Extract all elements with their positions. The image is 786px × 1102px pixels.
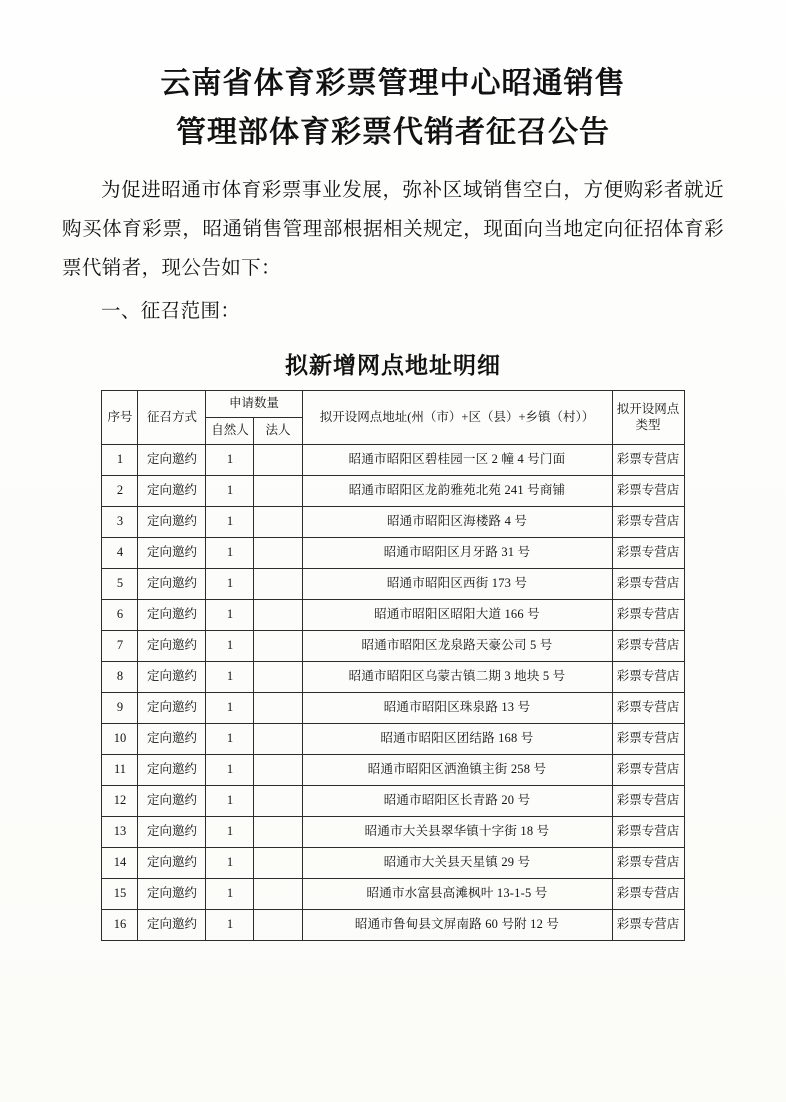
table-row	[102, 662, 684, 693]
cell-address: 昭通市昭阳区龙泉路天豪公司 5 号	[302, 631, 612, 662]
cell-address: 昭通市昭阳区西街 173 号	[302, 569, 612, 600]
cell-legal-person	[254, 569, 302, 600]
cell-seq: 15	[102, 879, 138, 910]
cell-legal-person	[254, 724, 302, 755]
table-row	[102, 724, 684, 755]
cell-natural-person: 1	[206, 910, 254, 941]
cell-address: 昭通市水富县高滩枫叶 13-1-5 号	[302, 879, 612, 910]
table-row	[102, 507, 684, 538]
cell-legal-person	[254, 693, 302, 724]
cell-type: 彩票专营店	[612, 910, 684, 941]
header-amount-group: 申请数量	[206, 391, 302, 418]
cell-type: 彩票专营店	[612, 662, 684, 693]
table-row	[102, 631, 684, 662]
table-row	[102, 693, 684, 724]
cell-natural-person: 1	[206, 600, 254, 631]
cell-seq: 7	[102, 631, 138, 662]
cell-address: 昭通市昭阳区团结路 168 号	[302, 724, 612, 755]
header-type: 拟开设网点类型	[612, 391, 684, 445]
page-title	[66, 60, 720, 157]
cell-seq: 4	[102, 538, 138, 569]
cell-seq: 9	[102, 693, 138, 724]
cell-type: 彩票专营店	[612, 445, 684, 476]
table-row	[102, 538, 684, 569]
cell-way: 定向邀约	[138, 786, 206, 817]
header-address: 拟开设网点地址(州（市）+区（县）+乡镇（村））	[302, 391, 612, 445]
cell-address: 昭通市昭阳区长青路 20 号	[302, 786, 612, 817]
cell-natural-person: 1	[206, 631, 254, 662]
cell-address: 昭通市昭阳区月牙路 31 号	[302, 538, 612, 569]
cell-way: 定向邀约	[138, 445, 206, 476]
cell-address: 昭通市大关县翠华镇十字街 18 号	[302, 817, 612, 848]
table-row	[102, 786, 684, 817]
cell-way: 定向邀约	[138, 538, 206, 569]
cell-address: 昭通市昭阳区珠泉路 13 号	[302, 693, 612, 724]
cell-seq: 10	[102, 724, 138, 755]
cell-natural-person: 1	[206, 569, 254, 600]
cell-type: 彩票专营店	[612, 507, 684, 538]
cell-natural-person: 1	[206, 848, 254, 879]
cell-seq: 2	[102, 476, 138, 507]
cell-natural-person: 1	[206, 538, 254, 569]
cell-seq: 5	[102, 569, 138, 600]
cell-type: 彩票专营店	[612, 631, 684, 662]
new-outlets-table	[101, 390, 684, 941]
cell-seq: 11	[102, 755, 138, 786]
table-row	[102, 848, 684, 879]
page-title-line-1: 云南省体育彩票管理中心昭通销售	[160, 67, 626, 100]
cell-way: 定向邀约	[138, 693, 206, 724]
table-row	[102, 600, 684, 631]
cell-address: 昭通市昭阳区乌蒙古镇二期 3 地块 5 号	[302, 662, 612, 693]
cell-legal-person	[254, 600, 302, 631]
cell-type: 彩票专营店	[612, 755, 684, 786]
cell-address: 昭通市昭阳区龙韵雅苑北苑 241 号商铺	[302, 476, 612, 507]
intro-paragraph: 为促进昭通市体育彩票事业发展，弥补区域销售空白，方便购彩者就近购买体育彩票，昭通销售管理部根据相关规定，现面向当地定向征招体育彩票代销者，现公告如下：	[62, 180, 724, 280]
cell-type: 彩票专营店	[612, 538, 684, 569]
cell-address: 昭通市昭阳区海楼路 4 号	[302, 507, 612, 538]
table-body	[102, 445, 684, 941]
cell-address: 昭通市鲁甸县文屏南路 60 号附 12 号	[302, 910, 612, 941]
cell-type: 彩票专营店	[612, 817, 684, 848]
cell-type: 彩票专营店	[612, 879, 684, 910]
cell-legal-person	[254, 755, 302, 786]
cell-legal-person	[254, 879, 302, 910]
cell-way: 定向邀约	[138, 910, 206, 941]
cell-way: 定向邀约	[138, 848, 206, 879]
cell-type: 彩票专营店	[612, 476, 684, 507]
cell-legal-person	[254, 476, 302, 507]
cell-natural-person: 1	[206, 724, 254, 755]
table-row	[102, 755, 684, 786]
table-row	[102, 910, 684, 941]
cell-legal-person	[254, 817, 302, 848]
table-row	[102, 476, 684, 507]
cell-type: 彩票专营店	[612, 848, 684, 879]
table-header	[102, 391, 684, 445]
table-row	[102, 445, 684, 476]
cell-way: 定向邀约	[138, 476, 206, 507]
cell-seq: 13	[102, 817, 138, 848]
cell-type: 彩票专营店	[612, 569, 684, 600]
cell-legal-person	[254, 910, 302, 941]
header-natural-person: 自然人	[206, 418, 254, 445]
cell-way: 定向邀约	[138, 755, 206, 786]
cell-way: 定向邀约	[138, 724, 206, 755]
cell-natural-person: 1	[206, 507, 254, 538]
table-title: 拟新增网点地址明细	[285, 353, 501, 379]
section-heading: 一、征召范围：	[101, 301, 241, 323]
cell-seq: 16	[102, 910, 138, 941]
cell-seq: 6	[102, 600, 138, 631]
cell-seq: 12	[102, 786, 138, 817]
cell-seq: 8	[102, 662, 138, 693]
page-title-line-2: 管理部体育彩票代销者征召公告	[176, 115, 610, 149]
table-row	[102, 879, 684, 910]
cell-address: 昭通市昭阳区昭阳大道 166 号	[302, 600, 612, 631]
cell-legal-person	[254, 631, 302, 662]
cell-way: 定向邀约	[138, 662, 206, 693]
cell-way: 定向邀约	[138, 507, 206, 538]
cell-address: 昭通市昭阳区洒渔镇主街 258 号	[302, 755, 612, 786]
cell-way: 定向邀约	[138, 600, 206, 631]
cell-natural-person: 1	[206, 879, 254, 910]
cell-natural-person: 1	[206, 476, 254, 507]
cell-legal-person	[254, 507, 302, 538]
cell-legal-person	[254, 538, 302, 569]
cell-way: 定向邀约	[138, 879, 206, 910]
cell-legal-person	[254, 445, 302, 476]
cell-seq: 3	[102, 507, 138, 538]
cell-legal-person	[254, 662, 302, 693]
header-way: 征召方式	[138, 391, 206, 445]
cell-natural-person: 1	[206, 445, 254, 476]
cell-address: 昭通市昭阳区碧桂园一区 2 幢 4 号门面	[302, 445, 612, 476]
cell-natural-person: 1	[206, 755, 254, 786]
cell-natural-person: 1	[206, 693, 254, 724]
header-seq: 序号	[102, 391, 138, 445]
cell-type: 彩票专营店	[612, 786, 684, 817]
cell-seq: 1	[102, 445, 138, 476]
cell-address: 昭通市大关县天星镇 29 号	[302, 848, 612, 879]
cell-way: 定向邀约	[138, 569, 206, 600]
cell-legal-person	[254, 848, 302, 879]
cell-way: 定向邀约	[138, 631, 206, 662]
cell-natural-person: 1	[206, 662, 254, 693]
cell-seq: 14	[102, 848, 138, 879]
cell-type: 彩票专营店	[612, 724, 684, 755]
table-row	[102, 569, 684, 600]
cell-type: 彩票专营店	[612, 600, 684, 631]
table-header-row-1	[102, 391, 684, 418]
cell-natural-person: 1	[206, 817, 254, 848]
cell-way: 定向邀约	[138, 817, 206, 848]
table-row	[102, 817, 684, 848]
cell-legal-person	[254, 786, 302, 817]
header-legal-person: 法人	[254, 418, 302, 445]
cell-natural-person: 1	[206, 786, 254, 817]
cell-type: 彩票专营店	[612, 693, 684, 724]
